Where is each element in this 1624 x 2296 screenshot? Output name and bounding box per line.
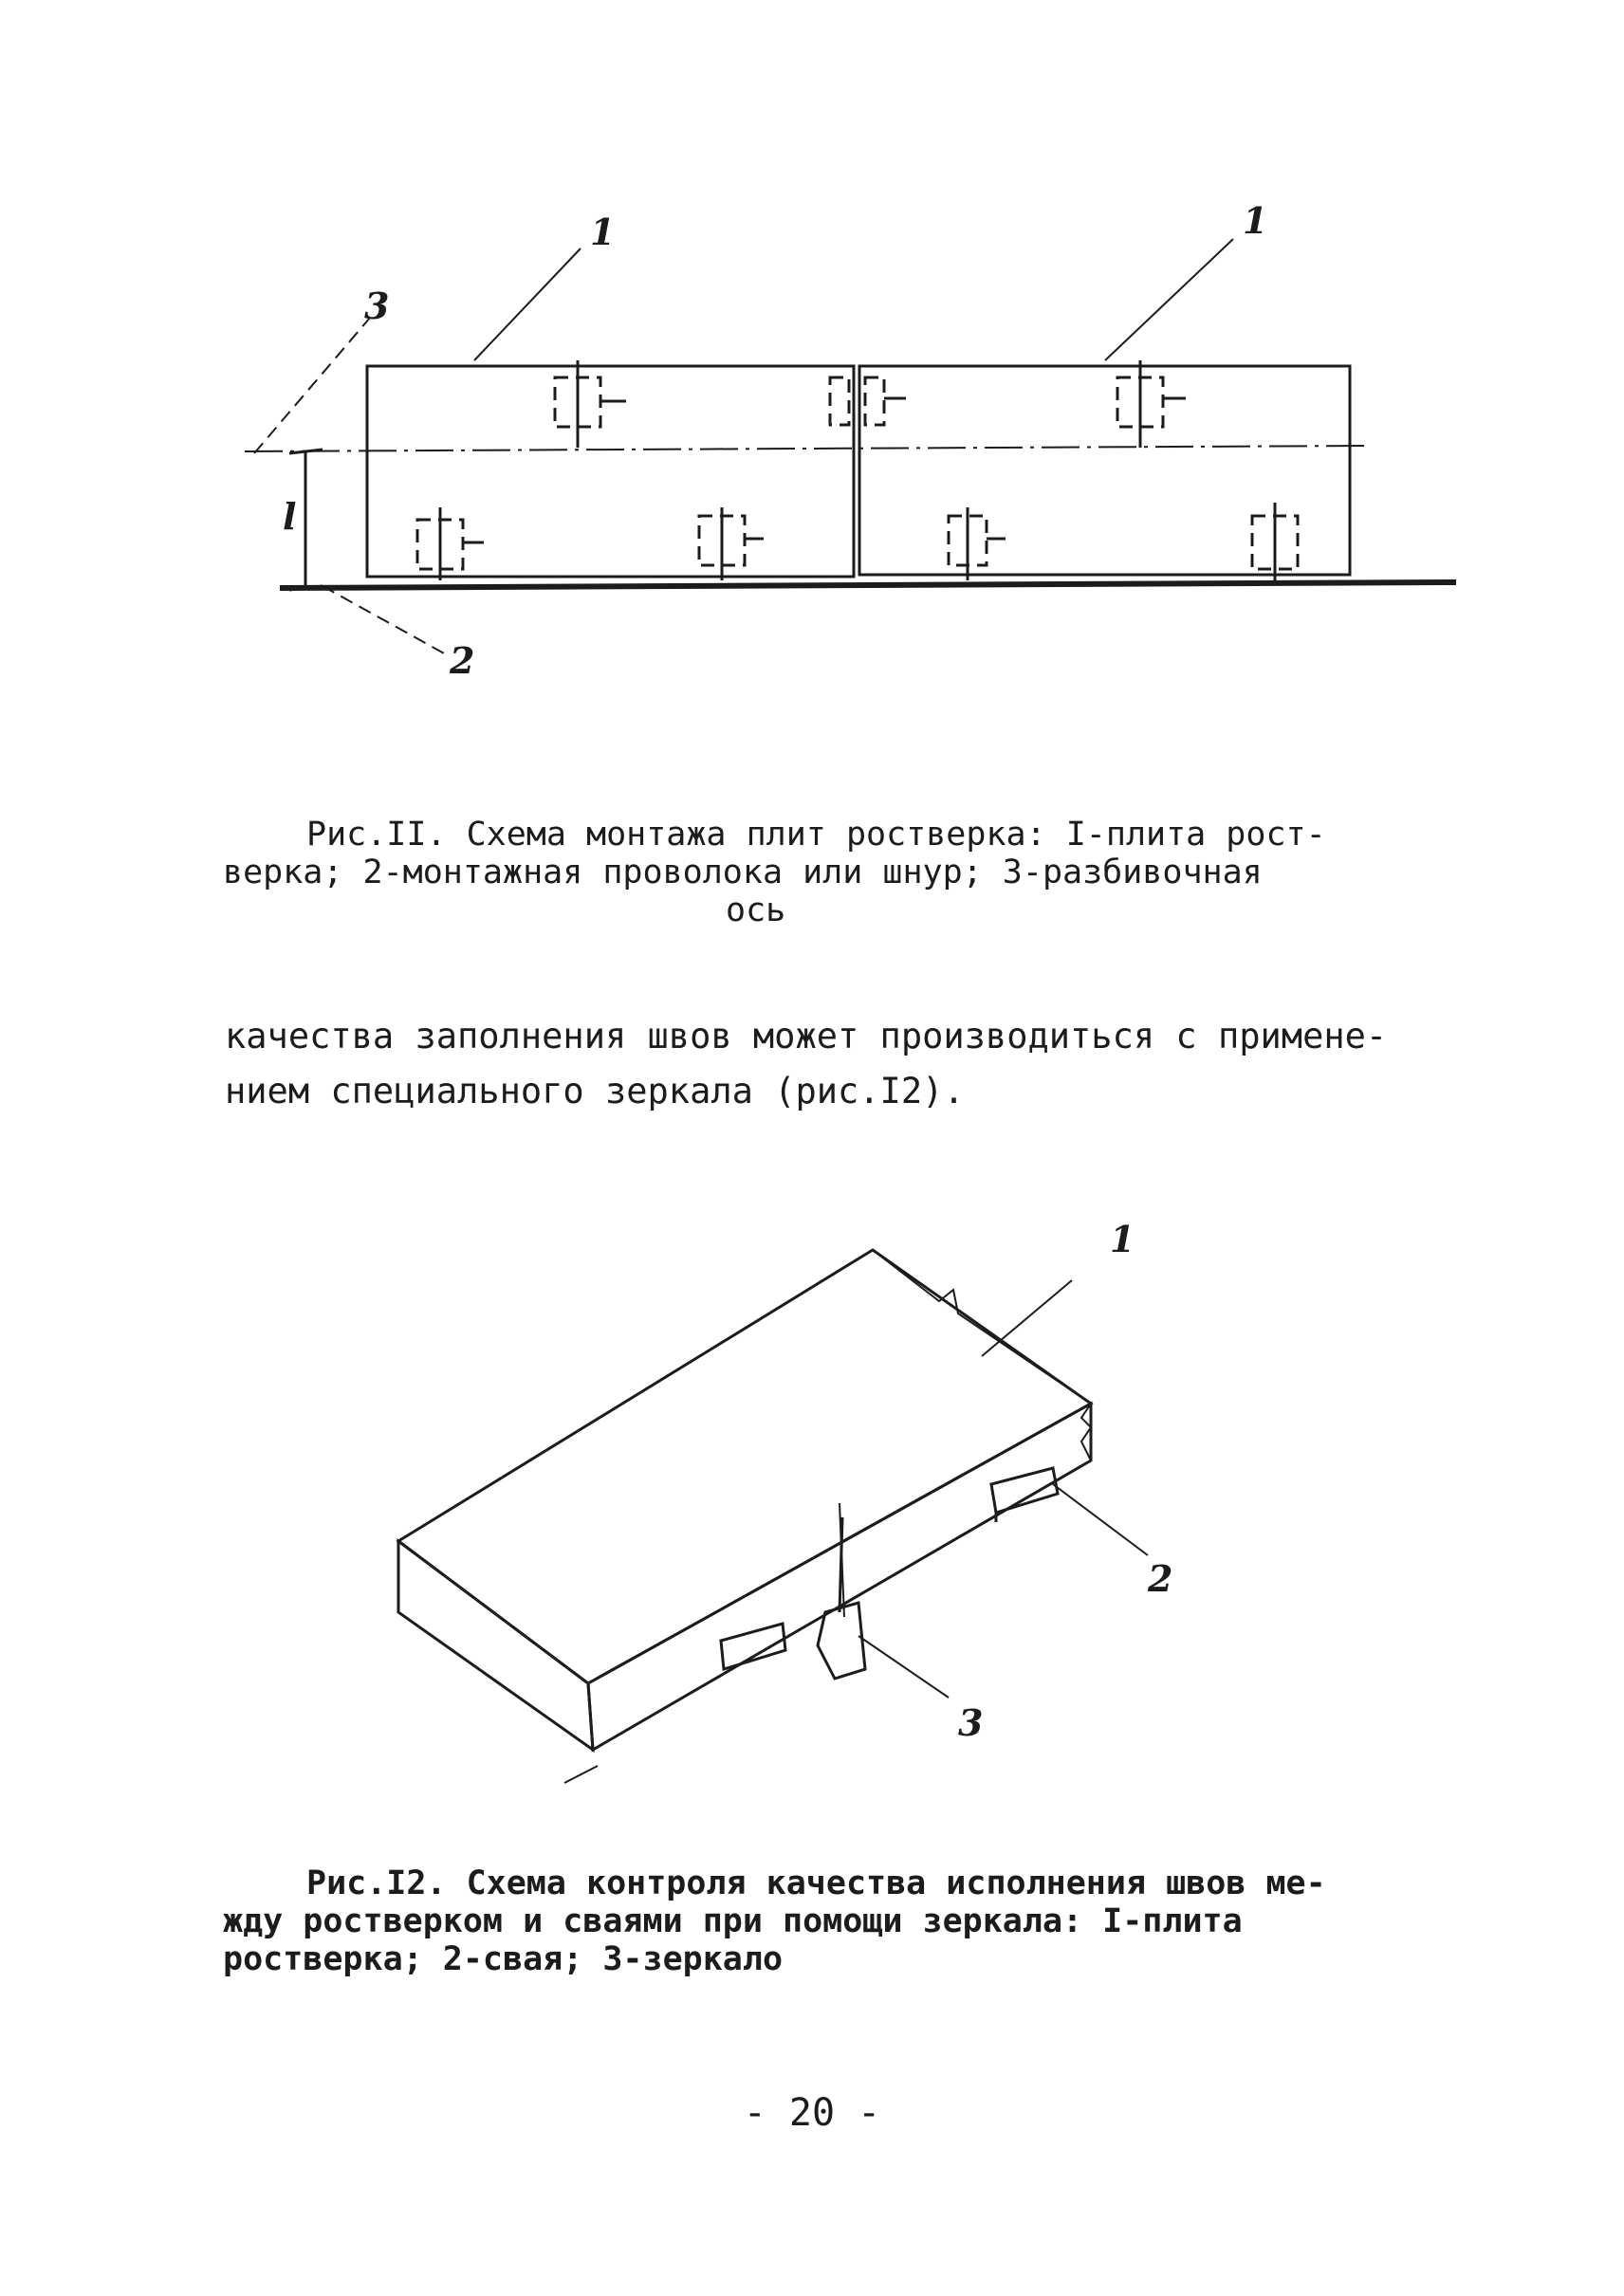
- figure-11-drawing: [0, 0, 1624, 682]
- mounting-wire-line: [280, 582, 1456, 588]
- piles: [721, 1468, 1058, 1669]
- figure-11-caption-line-2: верка; 2-монтажная проволока или шнур; 3-разбивочная: [223, 854, 1263, 891]
- figure-12-drawing: [0, 1176, 1624, 1792]
- figure-11-caption-line-1: Рис.II. Схема монтажа плит ростверка: I-плита рост-: [306, 816, 1326, 854]
- stray-mark: [564, 1766, 598, 1783]
- leader-2: [323, 586, 446, 654]
- leader-2: [1053, 1484, 1148, 1555]
- figure-11-label-1-right: 1: [1243, 199, 1268, 242]
- setting-out-axis: [245, 446, 1366, 451]
- pile-sockets-right: [865, 360, 1298, 580]
- figure-11-caption: [223, 816, 1326, 929]
- figure-12-label-3: 3: [958, 1701, 984, 1744]
- figure-11-label-2: 2: [450, 639, 475, 682]
- figure-12-label-2: 2: [1148, 1557, 1173, 1600]
- figure-11-caption-line-3: ось: [726, 891, 786, 929]
- figure-11-label-3: 3: [364, 285, 390, 327]
- pile-sockets-left: [417, 360, 849, 580]
- leader-1-right: [1105, 239, 1233, 360]
- figure-11-label-l: l: [283, 495, 297, 538]
- leader-1: [982, 1280, 1072, 1356]
- leader-3: [254, 318, 370, 453]
- figure-12-caption-line-2: жду ростверком и сваями при помощи зеркала: I-плита: [223, 1902, 1243, 1940]
- figure-12-caption: [223, 1864, 1326, 1978]
- body-paragraph-line-1: качества заполнения швов может производиться с примене-: [225, 1016, 1388, 1056]
- mirror: [818, 1517, 865, 1679]
- leader-1-left: [474, 248, 581, 360]
- figure-12-caption-line-3: ростверка; 2-свая; 3-зеркало: [223, 1940, 784, 1978]
- plate-front-face: [398, 1541, 593, 1750]
- figure-12-label-1: 1: [1110, 1218, 1135, 1260]
- body-paragraph-line-2: нием специального зеркала (рис.I2).: [225, 1071, 965, 1111]
- figure-12-caption-line-1: Рис.I2. Схема контроля качества исполнения швов ме-: [306, 1864, 1326, 1902]
- leader-3: [858, 1636, 949, 1698]
- page-number: - 20 -: [743, 2091, 881, 2135]
- body-paragraph: [225, 1009, 1387, 1119]
- figure-11-label-1-left: 1: [590, 211, 616, 253]
